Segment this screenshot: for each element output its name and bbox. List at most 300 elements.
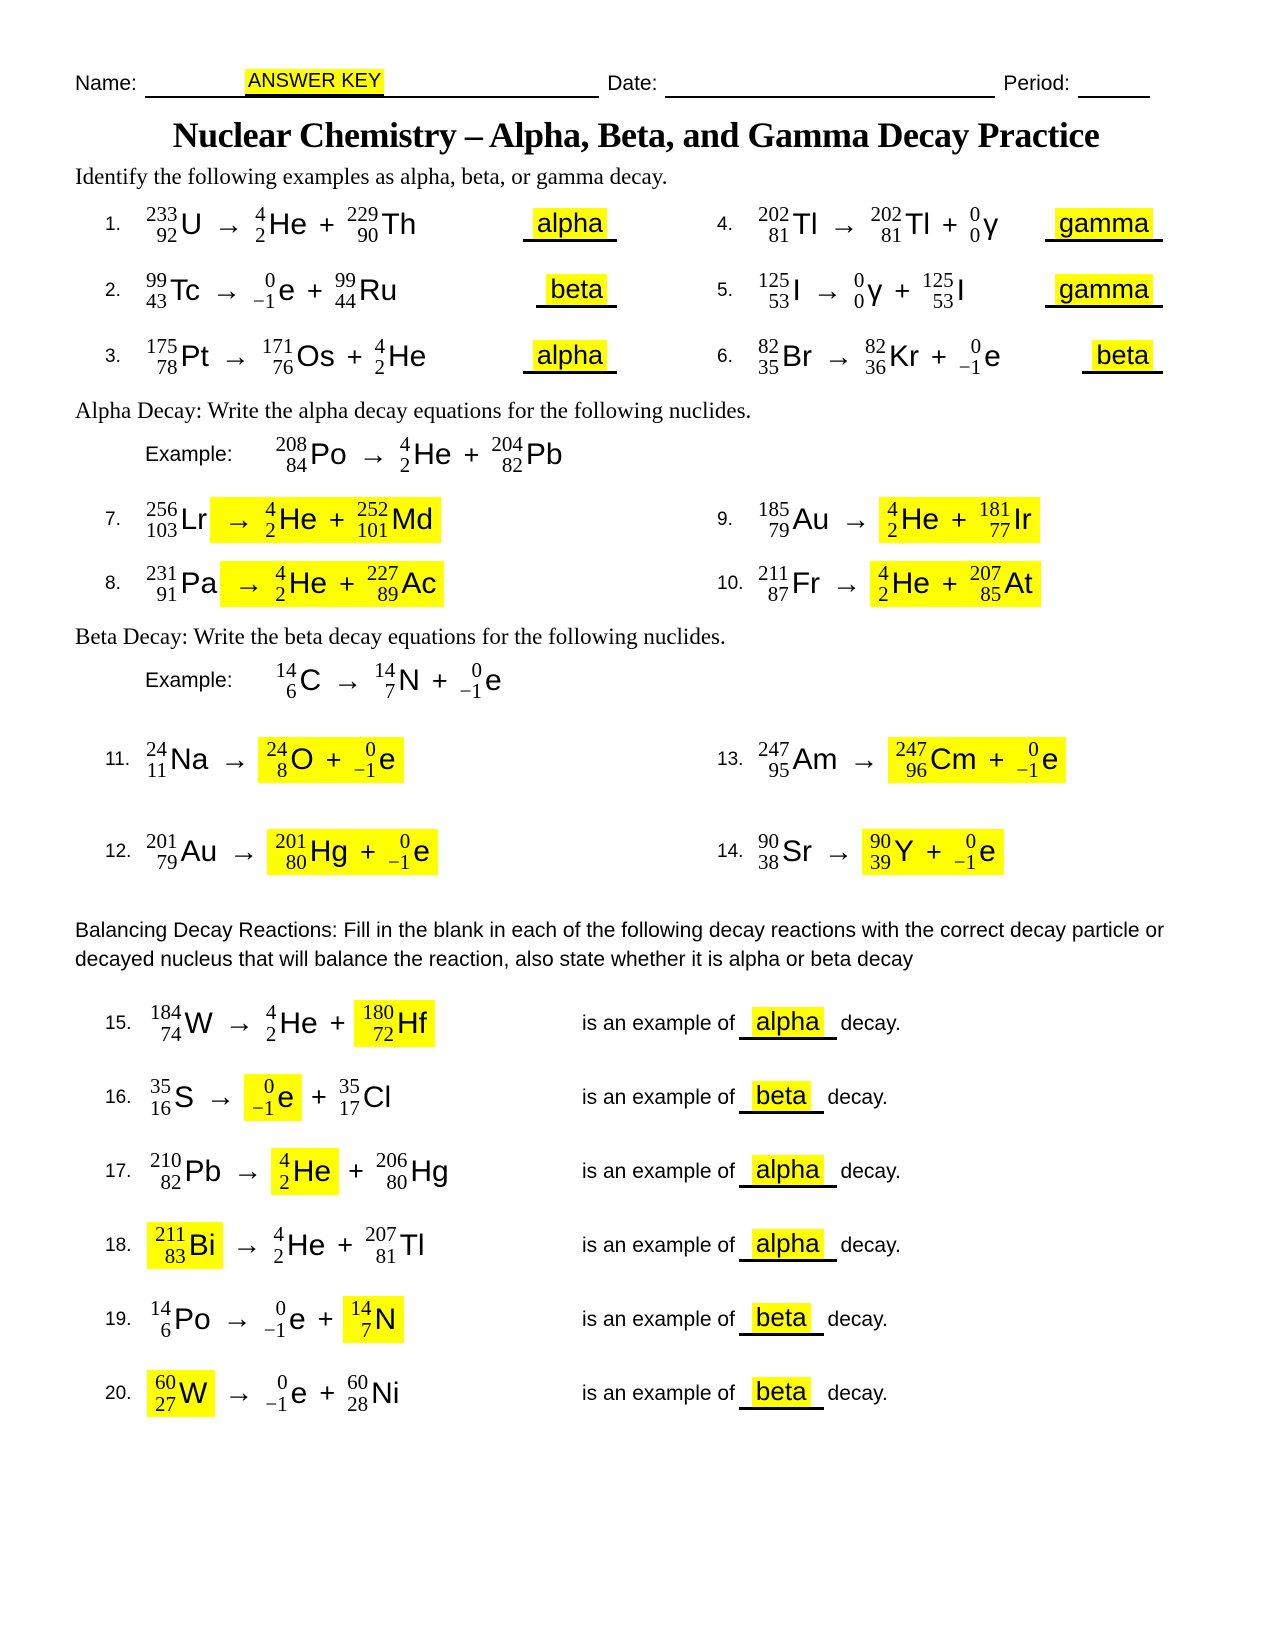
nuclide xyxy=(146,267,200,313)
nuclide xyxy=(275,560,328,606)
mass-number: 0 xyxy=(969,201,981,226)
equation-item xyxy=(651,258,1197,324)
answer-text: beta xyxy=(546,274,607,305)
nuclide-numbers xyxy=(155,1224,186,1267)
nuclide-numbers xyxy=(275,657,297,703)
element-symbol: e xyxy=(485,664,502,697)
nuclide xyxy=(339,1076,391,1119)
decay-arrow: → xyxy=(224,1377,254,1410)
alpha-example-row xyxy=(145,426,1197,484)
answer-blank xyxy=(1045,274,1163,308)
equation-item xyxy=(105,258,651,324)
atomic-number: 27 xyxy=(155,1391,176,1416)
nuclide xyxy=(275,431,347,477)
phrase-prefix: is an example of xyxy=(582,1085,735,1109)
mass-number: 211 xyxy=(758,560,789,585)
element-symbol: I xyxy=(792,274,801,307)
element-symbol: e xyxy=(413,835,430,868)
element-symbol: He xyxy=(268,208,308,241)
atomic-number: 17 xyxy=(338,1095,360,1120)
nuclide xyxy=(155,1372,207,1415)
atomic-number: −1 xyxy=(1016,758,1039,782)
atomic-number: 101 xyxy=(356,518,389,542)
atomic-number: 82 xyxy=(501,453,523,477)
atomic-number: 89 xyxy=(377,582,399,606)
mass-number: 184 xyxy=(150,1000,182,1025)
nuclide xyxy=(878,560,930,606)
atomic-number: 44 xyxy=(334,289,356,313)
mass-number: 180 xyxy=(362,1000,394,1025)
balancing-item xyxy=(105,1209,1197,1283)
equation xyxy=(273,431,566,477)
element-symbol: W xyxy=(184,1006,213,1040)
atomic-number: 8 xyxy=(276,758,288,782)
equation xyxy=(755,561,1041,608)
decay-arrow: → xyxy=(849,743,879,776)
answer-blank xyxy=(1045,208,1163,242)
nuclide xyxy=(758,496,830,542)
nuclide xyxy=(758,560,821,606)
nuclide-numbers xyxy=(261,333,294,379)
mass-number: 181 xyxy=(978,496,1011,521)
equation-item xyxy=(651,552,1197,616)
element-symbol: He xyxy=(279,1006,318,1040)
atomic-number: 85 xyxy=(980,582,1002,606)
element-symbol: Fr xyxy=(791,567,821,600)
decay-arrow: → xyxy=(222,1303,252,1336)
nuclide xyxy=(887,496,940,542)
plus-sign: + xyxy=(317,1304,334,1335)
element-symbol: Pt xyxy=(180,340,209,373)
mass-number: 175 xyxy=(146,333,178,358)
element-symbol: Ni xyxy=(371,1376,400,1410)
nuclide xyxy=(870,828,915,874)
decay-arrow: → xyxy=(829,208,859,241)
equation xyxy=(273,657,505,703)
element-symbol: Hg xyxy=(309,835,349,868)
atomic-number: 79 xyxy=(768,518,790,542)
nuclide xyxy=(146,201,203,247)
nuclide xyxy=(150,1150,221,1193)
nuclide xyxy=(146,736,209,782)
decay-arrow: → xyxy=(234,567,264,600)
equation-item xyxy=(651,714,1197,806)
plus-sign: + xyxy=(360,836,376,867)
decay-arrow: → xyxy=(229,835,259,868)
element-symbol: Cm xyxy=(930,743,977,776)
mass-number: 24 xyxy=(266,736,288,761)
equation-wrap xyxy=(147,1370,582,1417)
mass-number: 4 xyxy=(255,201,266,226)
nuclide-numbers xyxy=(870,201,903,247)
nuclide-numbers xyxy=(491,431,523,477)
nuclide xyxy=(346,201,417,247)
nuclide-numbers xyxy=(155,1372,176,1415)
atomic-number: 92 xyxy=(156,223,178,247)
element-symbol: Bi xyxy=(188,1228,216,1262)
nuclide-numbers xyxy=(374,657,396,703)
element-symbol: He xyxy=(387,340,427,373)
mass-number: 4 xyxy=(265,1000,277,1025)
mass-number: 14 xyxy=(275,657,297,682)
equation-item xyxy=(651,324,1197,390)
nuclide xyxy=(353,736,396,782)
answer-text: beta xyxy=(1092,340,1153,371)
nuclide xyxy=(255,201,308,247)
element-symbol: U xyxy=(180,208,203,241)
nuclide xyxy=(491,431,563,477)
mass-number: 14 xyxy=(374,657,396,682)
element-symbol: Th xyxy=(381,208,417,241)
nuclide xyxy=(253,267,296,313)
item-number: 15. xyxy=(105,1012,132,1034)
element-symbol: C xyxy=(299,664,322,697)
equation xyxy=(755,333,1004,379)
equation-item xyxy=(105,552,651,616)
mass-number: 207 xyxy=(969,560,1002,585)
element-symbol: Kr xyxy=(889,340,919,373)
beta-section-heading: Beta Decay: Write the beta decay equations for the following nuclides. xyxy=(75,624,726,649)
mass-number: 60 xyxy=(347,1370,369,1395)
atomic-number: 0 xyxy=(853,289,865,313)
nuclide-numbers xyxy=(273,1224,284,1267)
atomic-number: 0 xyxy=(969,223,981,247)
nuclide xyxy=(758,333,812,379)
nuclide-numbers xyxy=(347,1372,368,1415)
mass-number: 4 xyxy=(279,1148,290,1173)
answer-blank xyxy=(739,1081,824,1114)
nuclide-numbers xyxy=(150,1298,171,1341)
nuclide-numbers xyxy=(146,828,178,874)
header xyxy=(75,68,1197,98)
equation xyxy=(143,497,441,544)
atomic-number: 76 xyxy=(272,355,294,379)
answer-text: beta xyxy=(752,1081,811,1111)
atomic-number: 16 xyxy=(150,1095,171,1120)
highlighted-answer xyxy=(888,737,1067,784)
atomic-number: 96 xyxy=(906,758,927,782)
plus-sign: + xyxy=(339,568,355,599)
equation xyxy=(143,829,438,876)
plus-sign: + xyxy=(307,275,323,306)
decay-arrow: → xyxy=(220,743,250,776)
element-symbol: Tc xyxy=(170,274,200,307)
atomic-number: 35 xyxy=(758,355,779,379)
balancing-instruction: Balancing Decay Reactions: Fill in the blank in each of the following decay reactions with the correct decay particle or decayed nucleus that will balance the reaction, also state whether it is alpha or beta decay xyxy=(75,919,1165,972)
nuclide xyxy=(374,333,427,379)
nuclide-numbers xyxy=(266,1002,277,1045)
decay-arrow: → xyxy=(824,835,853,868)
plus-sign: + xyxy=(329,504,345,535)
nuclide xyxy=(387,828,430,874)
atomic-number: −1 xyxy=(263,1317,287,1342)
answer-text: alpha xyxy=(752,1229,824,1259)
element-symbol: e xyxy=(984,340,1001,373)
element-symbol: Pb xyxy=(525,438,563,471)
element-symbol: Po xyxy=(174,1302,211,1336)
answer-blank xyxy=(739,1007,837,1040)
phrase-prefix: is an example of xyxy=(582,1381,735,1405)
balancing-items xyxy=(75,987,1197,1431)
element-symbol: I xyxy=(956,274,965,307)
equation-item xyxy=(651,192,1197,258)
plus-sign: + xyxy=(319,1378,336,1409)
mass-number: 247 xyxy=(895,736,927,761)
nuclide xyxy=(376,1150,449,1193)
mass-number: 0 xyxy=(1028,736,1039,761)
beta-items xyxy=(105,714,1197,898)
element-symbol: Hf xyxy=(396,1006,427,1040)
element-symbol: Y xyxy=(894,835,915,868)
nuclide-numbers xyxy=(758,267,790,313)
phrase-prefix: is an example of xyxy=(582,1011,735,1035)
nuclide-numbers xyxy=(351,1298,372,1341)
decay-arrow: → xyxy=(333,664,363,697)
nuclide-numbers xyxy=(253,267,276,313)
element-symbol: Au xyxy=(792,503,830,536)
highlighted-answer xyxy=(147,1222,223,1269)
element-symbol: Tl xyxy=(792,208,818,241)
item-number: 3. xyxy=(105,346,121,367)
item-number: 4. xyxy=(717,214,733,235)
nuclide-numbers xyxy=(376,1150,408,1193)
equation-wrap xyxy=(147,1222,582,1269)
answer-text: beta xyxy=(752,1377,811,1407)
element-symbol: Hg xyxy=(410,1154,449,1188)
nuclide-numbers xyxy=(865,333,886,379)
answer-phrase xyxy=(582,1155,901,1188)
nuclide xyxy=(264,1298,306,1341)
atomic-number: 2 xyxy=(265,518,276,542)
nuclide xyxy=(758,736,838,782)
beta-example-equation xyxy=(273,657,505,703)
item-number: 9. xyxy=(717,509,733,530)
period-blank xyxy=(1078,68,1150,98)
nuclide-numbers xyxy=(958,333,982,379)
highlighted-answer xyxy=(354,1000,435,1047)
page-title: Nuclear Chemistry – Alpha, Beta, and Gamma Decay Practice xyxy=(172,115,1100,155)
atomic-number: 80 xyxy=(386,1169,408,1194)
nuclide xyxy=(347,1372,399,1415)
item-number: 8. xyxy=(105,573,121,594)
decay-arrow: → xyxy=(841,503,871,536)
element-symbol: Cl xyxy=(362,1080,392,1114)
beta-example-row xyxy=(145,652,1197,710)
atomic-number: 81 xyxy=(881,223,902,247)
mass-number: 24 xyxy=(146,736,167,761)
alpha-section-heading: Alpha Decay: Write the alpha decay equations for the following nuclides. xyxy=(75,398,752,423)
decay-arrow: → xyxy=(358,438,388,471)
phrase-suffix: decay. xyxy=(827,1381,888,1405)
answer-text: alpha xyxy=(533,340,607,371)
phrase-suffix: decay. xyxy=(827,1085,888,1109)
decay-arrow: → xyxy=(212,274,241,307)
phrase-prefix: is an example of xyxy=(582,1159,735,1183)
decay-arrow: → xyxy=(812,274,842,307)
highlighted-answer xyxy=(244,1074,302,1121)
atomic-number: 39 xyxy=(870,850,891,874)
equation xyxy=(755,267,968,313)
atomic-number: 91 xyxy=(156,582,178,606)
element-symbol: Po xyxy=(310,438,347,471)
nuclide-numbers xyxy=(978,496,1011,542)
nuclide-numbers xyxy=(953,828,977,874)
nuclide-numbers xyxy=(374,333,385,379)
mass-number: 0 xyxy=(471,657,483,682)
mass-number: 0 xyxy=(399,828,411,853)
equation-item xyxy=(105,806,651,898)
atomic-number: 6 xyxy=(160,1317,171,1342)
nuclide xyxy=(953,828,996,874)
phrase-prefix: is an example of xyxy=(582,1233,735,1257)
item-number: 11. xyxy=(105,749,131,770)
plus-sign: + xyxy=(931,341,947,372)
nuclide xyxy=(146,828,218,874)
equation xyxy=(755,737,1066,784)
decay-arrow: → xyxy=(206,1081,236,1114)
nuclide-numbers xyxy=(387,828,411,874)
nuclide xyxy=(351,1298,397,1341)
item-number: 18. xyxy=(105,1234,132,1256)
mass-number: 202 xyxy=(758,201,790,226)
nuclide xyxy=(922,267,965,313)
atomic-number: 81 xyxy=(768,223,790,247)
atomic-number: 53 xyxy=(932,289,954,313)
decay-arrow: → xyxy=(832,567,862,600)
equation xyxy=(147,1148,452,1195)
element-symbol: Am xyxy=(792,743,838,776)
element-symbol: Ac xyxy=(401,567,437,600)
highlighted-answer xyxy=(870,561,1041,608)
equation xyxy=(755,201,1001,247)
nuclide-numbers xyxy=(878,560,889,606)
decay-arrow: → xyxy=(224,503,254,536)
mass-number: 233 xyxy=(146,201,178,226)
period-label: Period: xyxy=(1003,72,1070,95)
plus-sign: + xyxy=(463,439,480,470)
atomic-number: 95 xyxy=(768,758,790,782)
highlighted-answer xyxy=(267,829,438,876)
nuclide xyxy=(958,333,1001,379)
nuclide xyxy=(146,333,209,379)
element-symbol: Br xyxy=(782,340,812,373)
element-symbol: e xyxy=(378,743,396,776)
atomic-number: 53 xyxy=(768,289,790,313)
mass-number: 208 xyxy=(275,431,308,456)
nuclide-numbers xyxy=(887,496,898,542)
mass-number: 4 xyxy=(273,1222,284,1247)
atomic-number: 83 xyxy=(164,1243,186,1268)
element-symbol: S xyxy=(174,1080,195,1114)
plus-sign: + xyxy=(329,1008,346,1039)
mass-number: 229 xyxy=(346,201,379,226)
balancing-item xyxy=(105,1135,1197,1209)
nuclide xyxy=(252,1076,294,1119)
plus-sign: + xyxy=(941,568,958,599)
element-symbol: Ir xyxy=(1013,503,1032,536)
mass-number: 0 xyxy=(277,1370,288,1395)
nuclide xyxy=(261,333,335,379)
mass-number: 202 xyxy=(870,201,902,226)
element-symbol: e xyxy=(289,1302,306,1336)
nuclide xyxy=(758,267,801,313)
equation xyxy=(147,1222,428,1269)
atomic-number: 2 xyxy=(255,223,266,247)
answer-blank xyxy=(523,340,617,374)
atomic-number: 2 xyxy=(279,1169,290,1194)
mass-number: 0 xyxy=(263,1074,275,1099)
nuclide xyxy=(150,1076,194,1119)
highlighted-answer xyxy=(220,561,444,608)
nuclide xyxy=(978,496,1032,542)
example-label: Example: xyxy=(145,443,233,466)
atomic-number: 90 xyxy=(357,223,379,247)
nuclide xyxy=(265,1372,307,1415)
plus-sign: + xyxy=(311,1082,327,1113)
nuclide-numbers xyxy=(146,267,167,313)
mass-number: 201 xyxy=(275,828,307,853)
atomic-number: 2 xyxy=(265,1021,277,1046)
equation-item xyxy=(651,488,1197,552)
nuclide xyxy=(399,431,452,477)
atomic-number: −1 xyxy=(387,850,411,874)
plus-sign: + xyxy=(431,665,448,696)
mass-number: 0 xyxy=(970,333,982,358)
nuclide xyxy=(356,496,434,542)
mass-number: 171 xyxy=(261,333,294,358)
equation xyxy=(143,561,444,608)
highlighted-answer xyxy=(147,1370,215,1417)
answer-phrase xyxy=(582,1229,901,1262)
mass-number: 14 xyxy=(150,1296,171,1321)
atomic-number: 6 xyxy=(286,679,297,703)
equation xyxy=(143,201,419,247)
atomic-number: −1 xyxy=(253,289,276,313)
element-symbol: γ xyxy=(983,208,999,241)
element-symbol: N xyxy=(398,664,420,697)
nuclide-numbers xyxy=(758,201,790,247)
balancing-item xyxy=(105,1283,1197,1357)
mass-number: 252 xyxy=(356,496,389,521)
element-symbol: He xyxy=(413,438,452,471)
mass-number: 210 xyxy=(150,1148,182,1173)
atomic-number: 38 xyxy=(758,850,779,874)
nuclide xyxy=(265,496,318,542)
highlighted-answer xyxy=(343,1296,405,1343)
element-symbol: He xyxy=(288,567,328,600)
nuclide xyxy=(969,560,1033,606)
mass-number: 0 xyxy=(264,267,276,292)
mass-number: 35 xyxy=(338,1074,360,1099)
nuclide-numbers xyxy=(252,1076,274,1119)
nuclide xyxy=(279,1150,331,1193)
mass-number: 90 xyxy=(758,828,779,853)
identify-instruction: Identify the following examples as alpha, beta, or gamma decay. xyxy=(75,164,668,189)
nuclide xyxy=(155,1224,215,1267)
equation-item xyxy=(105,324,651,390)
atomic-number: −1 xyxy=(353,758,376,782)
element-symbol: e xyxy=(979,835,996,868)
element-symbol: Md xyxy=(391,503,434,536)
answer-blank xyxy=(739,1155,837,1188)
nuclide-numbers xyxy=(365,1224,397,1267)
decay-arrow: → xyxy=(824,340,853,373)
date-label: Date: xyxy=(607,72,658,95)
nuclide xyxy=(266,1002,318,1045)
nuclide-numbers xyxy=(870,828,891,874)
nuclide-numbers xyxy=(758,496,790,542)
atomic-number: 11 xyxy=(146,758,167,782)
